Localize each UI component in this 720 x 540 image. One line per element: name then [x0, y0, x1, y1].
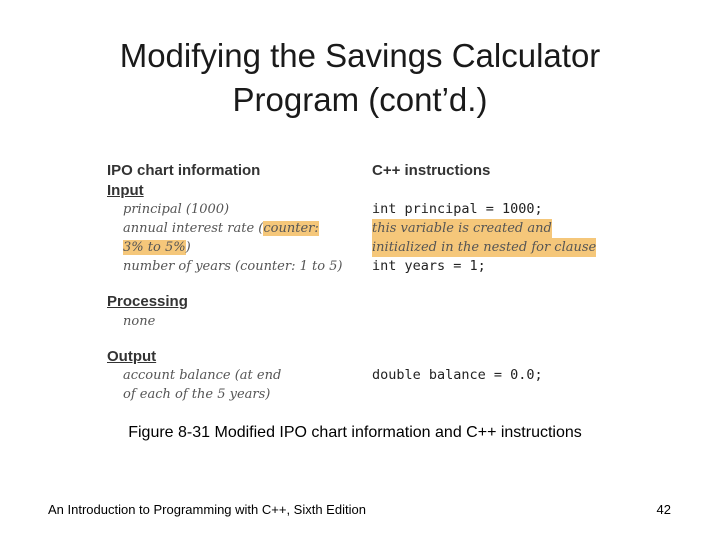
footer-book-title: An Introduction to Programming with C++, Sixth Edition — [48, 502, 366, 517]
page-number: 42 — [656, 502, 671, 517]
input-item-rate-close: ) — [185, 240, 191, 255]
input-label: Input — [107, 182, 144, 199]
code-comment-line-1: this variable is created and — [372, 221, 552, 236]
code-balance: double balance = 0.0; — [372, 367, 543, 383]
input-item-rate-highlight: counter: — [263, 221, 319, 236]
input-item-rate-range — [123, 238, 191, 257]
input-item-rate-range-highlight: 3% to 5% — [123, 240, 186, 255]
processing-item: none — [123, 314, 156, 329]
output-item-line-1: account balance (at end — [123, 368, 282, 383]
figure-caption: Figure 8-31 Modified IPO chart information and C++ instructions — [128, 424, 582, 441]
slide-title-line-1: Modifying the Savings Calculator — [119, 37, 601, 74]
output-label: Output — [107, 348, 157, 365]
processing-label: Processing — [107, 293, 188, 310]
slide-title-line-2: Program (cont’d.) — [232, 81, 488, 118]
input-item-years: number of years (counter: 1 to 5) — [123, 259, 343, 274]
input-item-rate — [123, 219, 319, 238]
input-item-rate-text: annual interest rate ( — [123, 221, 264, 236]
code-principal: int principal = 1000; — [372, 201, 543, 217]
code-comment-line-2: initialized in the nested for clause — [372, 240, 597, 255]
cpp-instructions-header: C++ instructions — [372, 162, 491, 179]
output-item-line-2: of each of the 5 years) — [123, 387, 271, 402]
code-years: int years = 1; — [372, 258, 486, 274]
input-item-principal: principal (1000) — [123, 202, 230, 217]
ipo-chart-header: IPO chart information — [107, 162, 261, 179]
